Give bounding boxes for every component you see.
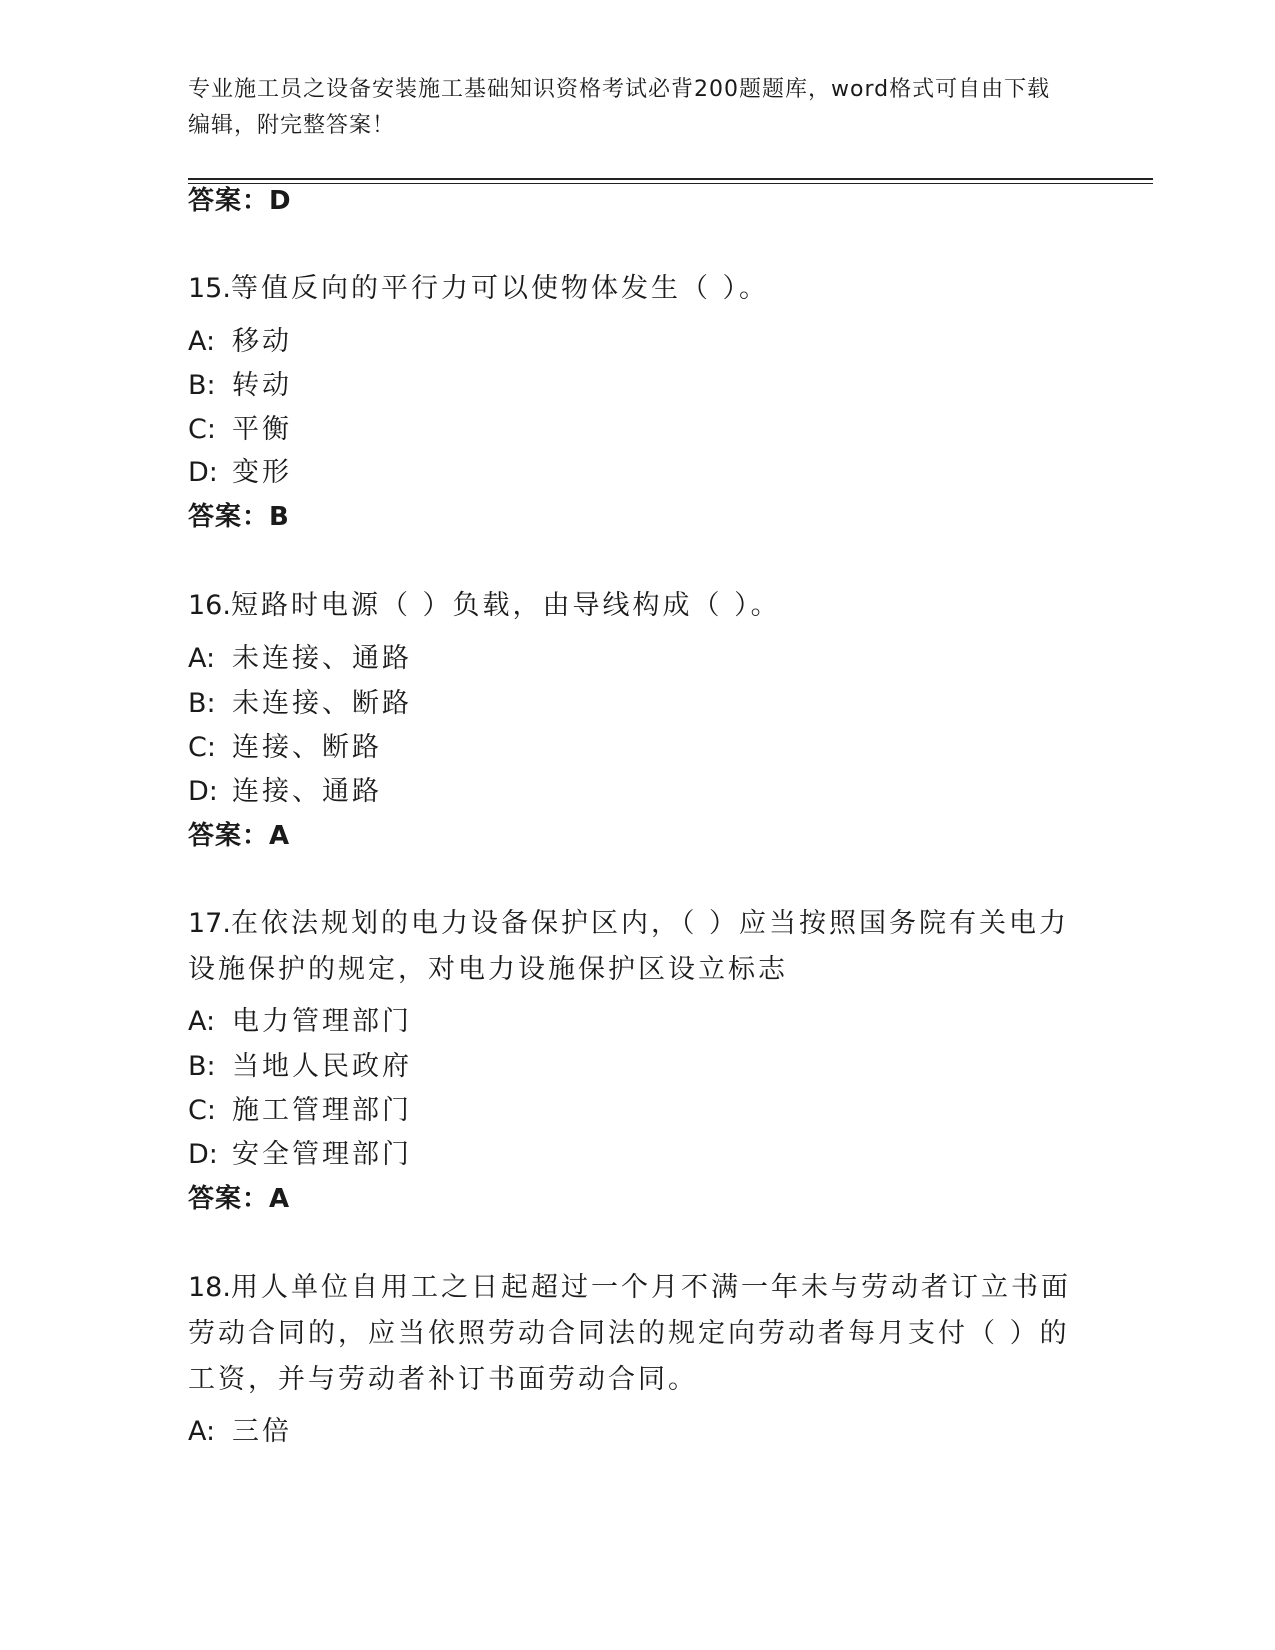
option-15-d <box>188 455 292 491</box>
option-text: 未连接、通路 <box>232 643 412 674</box>
option-text: 连接、通路 <box>232 776 382 807</box>
option-text: 三倍 <box>232 1416 292 1447</box>
option-letter: D: <box>188 776 218 807</box>
option-text: 施工管理部门 <box>232 1095 412 1126</box>
option-17-b <box>188 1049 412 1085</box>
option-text: 当地人民政府 <box>232 1051 412 1082</box>
option-letter: A: <box>188 1416 216 1447</box>
option-letter: C: <box>188 414 216 445</box>
answer-q17: 答案：A <box>188 1184 291 1214</box>
option-letter: B: <box>188 1051 216 1082</box>
option-text: 变形 <box>232 457 292 488</box>
question-17 <box>188 901 1093 993</box>
option-16-a <box>188 641 412 677</box>
option-18-a <box>188 1414 292 1450</box>
question-text: 用人单位自用工之日起超过一个月不满一年未与劳动者订立书面劳动合同的，应当依照劳动合同法的规定向劳动者每月支付（ ）的工资，并与劳动者补订书面劳动合同。 <box>188 1272 1071 1395</box>
document-header: 专业施工员之设备安装施工基础知识资格考试必背200题题库，word格式可自由下载编辑，附完整答案！ <box>188 77 1051 138</box>
question-18 <box>188 1265 1093 1403</box>
option-letter: B: <box>188 688 216 719</box>
question-text: 短路时电源（ ）负载，由导线构成（ ）。 <box>230 590 781 621</box>
option-text: 移动 <box>232 326 292 357</box>
option-letter: D: <box>188 1139 218 1170</box>
answer-q15: 答案：B <box>188 502 290 532</box>
option-17-a <box>188 1004 412 1040</box>
header-divider <box>188 178 1153 184</box>
option-16-b <box>188 686 412 722</box>
option-letter: C: <box>188 732 216 763</box>
option-letter: B: <box>188 370 216 401</box>
option-15-c <box>188 412 292 448</box>
option-15-a <box>188 324 292 360</box>
option-letter: D: <box>188 457 218 488</box>
option-15-b <box>188 368 292 404</box>
option-text: 未连接、断路 <box>232 688 412 719</box>
question-number: 16. <box>188 590 231 621</box>
option-text: 平衡 <box>232 414 292 445</box>
option-text: 安全管理部门 <box>232 1139 412 1170</box>
question-text: 在依法规划的电力设备保护区内，（ ）应当按照国务院有关电力设施保护的规定，对电力设施保护区设立标志 <box>188 908 1070 985</box>
option-letter: A: <box>188 1006 216 1037</box>
answer-q16: 答案：A <box>188 821 291 851</box>
option-letter: A: <box>188 326 216 357</box>
option-16-d <box>188 774 382 810</box>
option-letter: A: <box>188 643 216 674</box>
option-17-c <box>188 1093 412 1129</box>
answer-q14: 答案：D <box>188 186 292 216</box>
question-number: 15. <box>188 273 231 304</box>
question-text: 等值反向的平行力可以使物体发生（ ）。 <box>230 273 770 304</box>
option-17-d <box>188 1137 412 1173</box>
option-letter: C: <box>188 1095 216 1126</box>
question-16 <box>188 583 1093 629</box>
question-15 <box>188 266 1093 312</box>
question-number: 18. <box>188 1272 231 1303</box>
option-text: 连接、断路 <box>232 732 382 763</box>
option-16-c <box>188 730 382 766</box>
question-number: 17. <box>188 908 231 939</box>
option-text: 电力管理部门 <box>232 1006 412 1037</box>
option-text: 转动 <box>232 370 292 401</box>
